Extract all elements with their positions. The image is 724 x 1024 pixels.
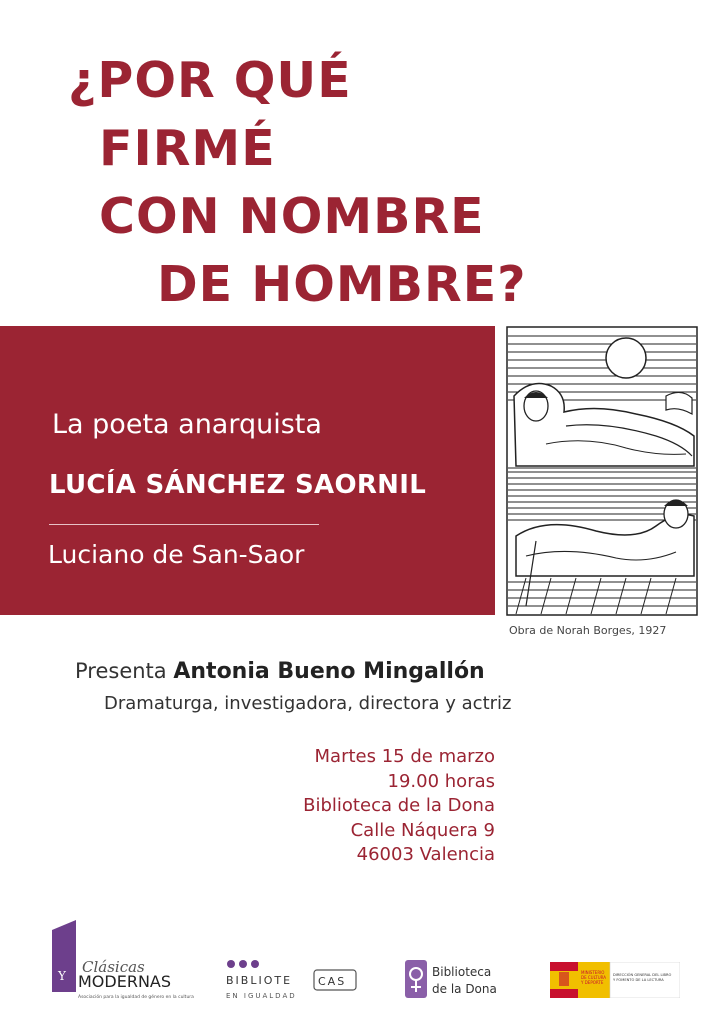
presenter-roles: Dramaturga, investigadora, directora y actriz [104, 693, 512, 714]
presenter-prefix: Presenta [75, 659, 167, 683]
svg-text:DIRECCIÓN GENERAL DEL LIBRO: DIRECCIÓN GENERAL DEL LIBRO [613, 973, 672, 977]
subject-subtitle: La poeta anarquista [52, 409, 322, 440]
svg-text:CAS: CAS [318, 975, 347, 988]
svg-text:MODERNAS: MODERNAS [78, 972, 172, 991]
title-line-3: CON NOMBRE [99, 188, 485, 245]
svg-text:DE CULTURA: DE CULTURA [581, 975, 607, 980]
presenter-name: Antonia Bueno Mingallón [173, 659, 485, 684]
artwork-caption: Obra de Norah Borges, 1927 [509, 624, 667, 637]
svg-text:Y: Y [58, 969, 66, 983]
svg-text:BIBLIOTE: BIBLIOTE [226, 974, 293, 987]
title-line-4: DE HOMBRE? [157, 256, 527, 313]
svg-text:Clásicas: Clásicas [82, 958, 145, 976]
event-venue: Biblioteca de la Dona [303, 795, 495, 816]
svg-text:de la Dona: de la Dona [432, 982, 497, 996]
divider [49, 524, 319, 525]
svg-text:Y DEPORTE: Y DEPORTE [581, 980, 604, 985]
event-time: 19.00 horas [387, 770, 495, 792]
ministerio-cultura-logo [550, 962, 680, 998]
svg-text:EN IGUALDAD: EN IGUALDAD [226, 992, 297, 1000]
svg-text:Biblioteca: Biblioteca [432, 965, 492, 979]
artwork-illustration [506, 326, 698, 616]
event-date: Martes 15 de marzo [314, 746, 495, 767]
clasicas-modernas-logo [48, 920, 203, 1004]
title-line-2: FIRMÉ [99, 120, 276, 177]
subject-name: LUCÍA SÁNCHEZ SAORNIL [49, 470, 427, 500]
bibliotecas-en-igualdad-logo [226, 958, 361, 1004]
svg-text:Asociación para la igualdad de: Asociación para la igualdad de género en la cultura [78, 995, 194, 1000]
title-line-1: ¿POR QUÉ [68, 52, 352, 109]
biblioteca-de-la-dona-logo [405, 960, 500, 1002]
event-city: 46003 Valencia [356, 844, 495, 865]
event-details [303, 745, 495, 868]
svg-text:Y FOMENTO DE LA LECTURA: Y FOMENTO DE LA LECTURA [613, 978, 664, 982]
subject-pseudonym: Luciano de San-Saor [48, 540, 305, 569]
svg-text:MINISTERIO: MINISTERIO [581, 970, 605, 975]
event-street: Calle Náquera 9 [350, 819, 495, 841]
presenter-line [75, 659, 485, 684]
event-title [0, 50, 724, 313]
